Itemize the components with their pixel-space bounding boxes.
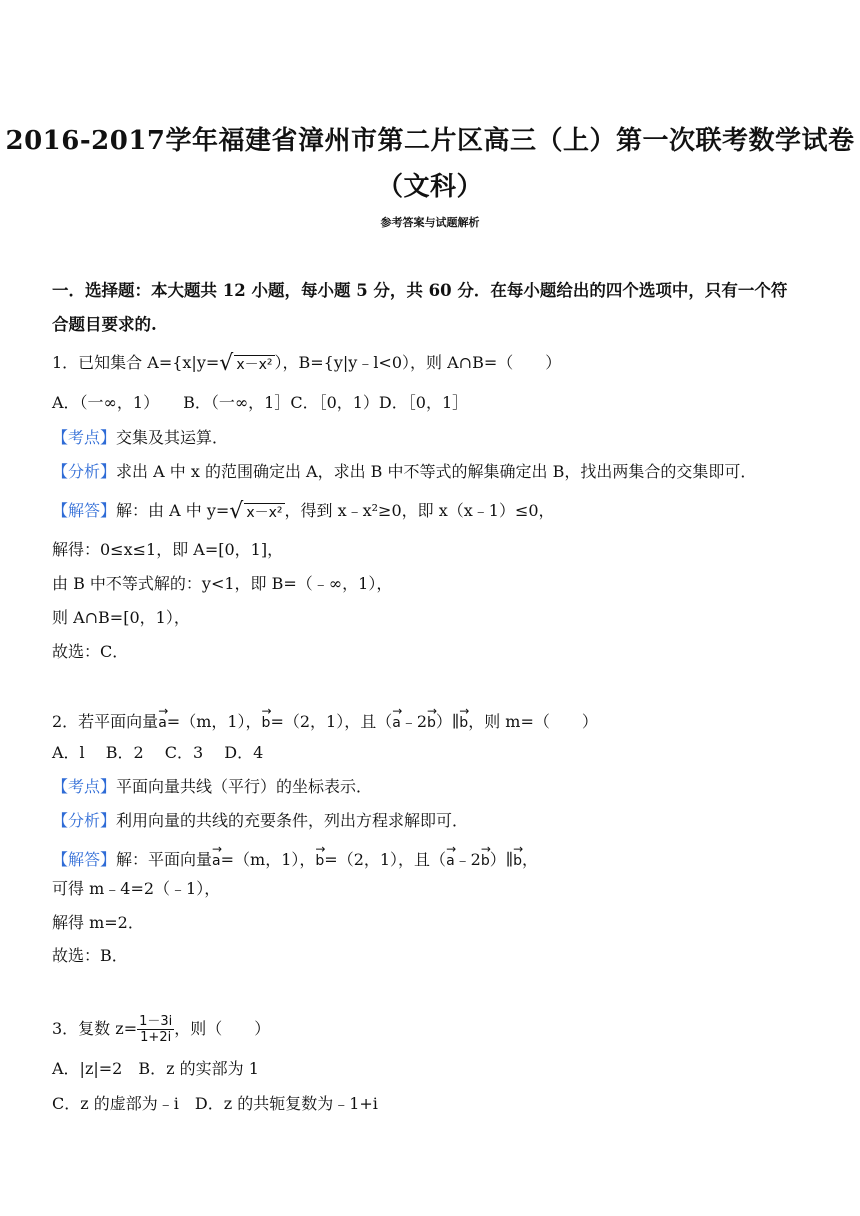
fenxi-tag: 【分析】 — [52, 462, 117, 481]
q1-solution-line: 解得：0≤x≤1，即 A=[0，1]， — [52, 540, 284, 559]
q1-jieda: 【解答】解：由 A 中 y= √ x－x² ，得到 x﹣x²≥0，即 x（x﹣1）≤0， — [52, 498, 555, 524]
q3-stem: 3．复数 z= $\frac{1-3i}{1+2i}$ ，则（ ） — [52, 1014, 271, 1045]
kaodian-tag: 【考点】 — [52, 428, 117, 447]
vector-b: → b — [459, 706, 468, 734]
section-heading-cont: 合题目要求的. — [52, 315, 157, 334]
q1-stem-post: ），B={y|y﹣l<0），则 A∩B=（ ） — [274, 353, 562, 372]
vector-b: → b — [262, 706, 271, 734]
section-heading: 一．选择题：本大题共 12 小题，每小题 5 分，共 60 分．在每小题给出的四个选项中，只有一个符 — [52, 281, 788, 300]
q2-kaodian: 【考点】平面向量共线（平行）的坐标表示． — [52, 777, 373, 796]
vector-a: → a — [392, 706, 401, 734]
q3-options: A．|z|=2 B．z 的实部为 1 — [52, 1059, 259, 1078]
q2-jieda: 【解答】解：平面向量→ a=（m，1），→ b=（2，1），且（→ a﹣2→ b）∥→ b， — [52, 844, 832, 872]
q2-fenxi: 【分析】利用向量的共线的充要条件，列出方程求解即可． — [52, 811, 469, 830]
q2-solution-line: 可得 m﹣4=2（﹣1）， — [52, 879, 221, 898]
sqrt-expression: √ x－x² — [229, 498, 283, 524]
q1-fenxi: 【分析】求出 A 中 x 的范围确定出 A，求出 B 中不等式的解集确定出 B，找出两集合的交集即可． — [52, 462, 757, 481]
q2-answer: 故选：B． — [52, 946, 128, 965]
kaodian-tag: 【考点】 — [52, 777, 117, 796]
q1-stem-pre: 1．已知集合 A={x|y= — [52, 353, 220, 372]
q2-options: A．l B．2 C．3 D．4 — [52, 743, 264, 762]
fraction: $\frac{1-3i}{1+2i}$ — [139, 1014, 173, 1045]
vector-a: → a — [446, 844, 455, 872]
q1-stem — [52, 352, 832, 374]
jieda-tag: 【解答】 — [52, 501, 117, 520]
vector-b: → b — [315, 844, 324, 872]
vector-a: → a — [158, 706, 167, 734]
q1-kaodian: 【考点】交集及其运算． — [52, 428, 229, 447]
fenxi-tag: 【分析】 — [52, 811, 117, 830]
q3-options-cont: C．z 的虚部为﹣i D．z 的共轭复数为﹣1+i — [52, 1094, 378, 1113]
jieda-tag: 【解答】 — [52, 850, 117, 869]
vector-a: → a — [212, 844, 221, 872]
q1-options: A．（一∞，1） B．（一∞，1］C．［0，1）D．［0，1］ — [52, 393, 469, 412]
q1-answer: 故选：C． — [52, 642, 129, 661]
sqrt-expression: √ x－x² — [219, 350, 273, 376]
q1-solution-line: 由 B 中不等式解的：y<1，即 B=（﹣∞，1）， — [52, 574, 393, 593]
q1-solution-line: 则 A∩B=[0，1）， — [52, 608, 190, 627]
q2-stem: 2．若平面向量→ a=（m，1），→ b=（2，1），且（→ a﹣2→ b）∥→ b，则 m=（ ） — [52, 706, 832, 734]
page-title-suffix: （文科） — [376, 172, 483, 202]
vector-b: → b — [481, 844, 490, 872]
vector-b: → b — [513, 844, 522, 872]
vector-b: → b — [427, 706, 436, 734]
page-title: 2016-2017学年福建省漳州市第二片区高三（上）第一次联考数学试卷 — [5, 126, 855, 156]
page-subtitle: 参考答案与试题解析 — [380, 216, 480, 229]
q2-solution-line: 解得 m=2． — [52, 913, 144, 932]
